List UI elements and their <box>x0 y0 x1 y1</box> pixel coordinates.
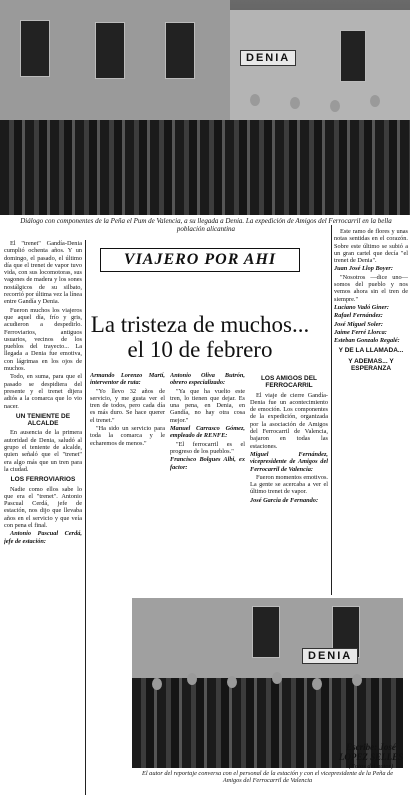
speaker-name: Jaime Ferré Llorca: <box>334 328 387 336</box>
byline <box>334 742 408 772</box>
speaker-name: Juan José Llop Boyer: <box>334 265 393 273</box>
station-sign: DENIA <box>240 50 296 66</box>
paragraph: "Yo llevo 32 años de servicio, y me gusta ver el tren de todos, pero cada día es más duro. Se hace querer el trenet." <box>90 387 165 424</box>
headline: La tristeza de muchos... el 10 de febrero <box>90 312 310 362</box>
section-title: VIAJERO POR AHI <box>100 248 300 272</box>
paragraph: Este ramo de flores y unas notas sentidas en el corazón. Sobre este último se subió a un gran cartel que decía "el trenet de Denia". <box>334 228 408 265</box>
paragraph: Todo, en suma, para que el pasado se despidiera del presente y el trenet dijera adiós a la comarca que lo vio nacer. <box>4 373 82 410</box>
paragraph: El viaje de cierre Gandía-Denia fue un acontecimiento de emoción. Los componentes de la expedición, organizada por la asociación de Amigos del Ferrocarril de Valencia, bajaron en todas las estaciones. <box>250 391 328 450</box>
speaker-name: José Miguel Soler: <box>334 320 383 328</box>
middle-column-1 <box>90 372 165 594</box>
byline-photo-credit: (Fotos del autor) <box>348 763 394 770</box>
speaker-name: Antonio Pascual Cerdá, jefe de estación: <box>4 530 82 545</box>
subheading-esperanza: Y ADEMAS... Y ESPERANZA <box>348 357 394 373</box>
paragraph: Fueron muchos los viajeros que aquel día, frío y gris, acudieron a despedirlo. Ferroviarios, antiguos usuarios, vecinos de los pueblos del trayecto... La llegada a Denia fue emotiva, con lágrimas en los ojos de muchos. <box>4 306 82 373</box>
top-photo-caption: Diálogo con componentes de la Peña el Pum de Valencia, a su llegada a Denia. La expedición de Amigos del Ferrocarril en la bella población alicantina <box>20 217 392 233</box>
speaker-name: José Garcia de Fernando: <box>250 496 319 504</box>
byline-line1: Escribe: José <box>346 742 396 752</box>
speaker-name: Luciano Vadó Giner: <box>334 303 389 311</box>
top-photo <box>0 0 410 215</box>
subheading-amigos: LOS AMIGOS DEL FERROCARRIL <box>260 375 318 390</box>
right-column <box>250 372 328 594</box>
speaker-name: Rafael Fernández: <box>334 312 383 320</box>
subheading-ferroviarios: LOS FERROVIARIOS <box>10 476 76 484</box>
subheading-teniente: UN TENIENTE DE ALCALDE <box>15 412 71 428</box>
speaker-name: Esteban Gonzalo Regalé: <box>334 337 400 345</box>
paragraph: "El ferrocarril es el progreso de los pueblos." <box>170 440 245 455</box>
paragraph: "Ha sido un servicio para toda la comarca y le echaremos de menos." <box>90 425 165 447</box>
left-column <box>4 240 82 795</box>
speaker-name: Antonio Oliva Butrón, obrero especializado: <box>170 372 245 387</box>
speaker-name: Manuel Carrasco Gómez, empleado de RENFE: <box>170 425 245 440</box>
bottom-photo-caption: El autor del reportaje conversa con el personal de la estación y con el vicepresidente de la Peña de Amigos del Ferrocarril de Valencia <box>142 770 393 785</box>
speaker-name: Armando Lorenzo Martí, interventor de ruta: <box>90 372 165 387</box>
speaker-name: Francisco Bolgues Albi, ex factor: <box>170 456 245 471</box>
paragraph: Fueron momentos emotivos. La gente se acercaba a ver el último trenet de vapor. <box>250 473 328 496</box>
paragraph: Nadie como ellos sabe lo que era el "trenet". Antonio Pascual Cerdá, jefe de estación, nos dijo que llevaba años en el servicio y que veía con pena el final. <box>4 485 82 529</box>
paragraph: En ausencia de la primera autoridad de Denia, saludó al grupo el teniente de alcalde, quien señaló que el "trenet" era algo más que un tren para la ciudad. <box>4 429 82 473</box>
subheading-llamada: Y DE LA LLAMADA... <box>338 347 404 355</box>
paragraph: "Ya que ha vuelto este tren, lo tienen que dejar. Es una pena, en Denia, en Gandía, no hay otra cosa mejor." <box>170 387 245 424</box>
paragraph: "Nosotros —dice uno— somos del pueblo y nos vemos ahora sin el tren de siempre." <box>334 273 408 303</box>
station-sign: DENIA <box>302 648 358 664</box>
column-rule <box>331 225 332 595</box>
column-rule <box>85 240 86 795</box>
speaker-name: Miguel Fernández, vicepresidente de Amigos del Ferrocarril de Valencia: <box>250 450 328 473</box>
paragraph: El "trenet" Gandía-Denia cumplió ochenta años. Y un domingo, el pasado, el último día que el trenet de vapor tuvo vida, con sus locomotoras, sus vagones de madera y los sones nostálgicos de su silbato, recorrió por última vez la línea entre Gandía y Denia. <box>4 240 82 306</box>
middle-column-2 <box>170 372 245 594</box>
byline-author: LOPEZ SELLES <box>338 752 404 762</box>
